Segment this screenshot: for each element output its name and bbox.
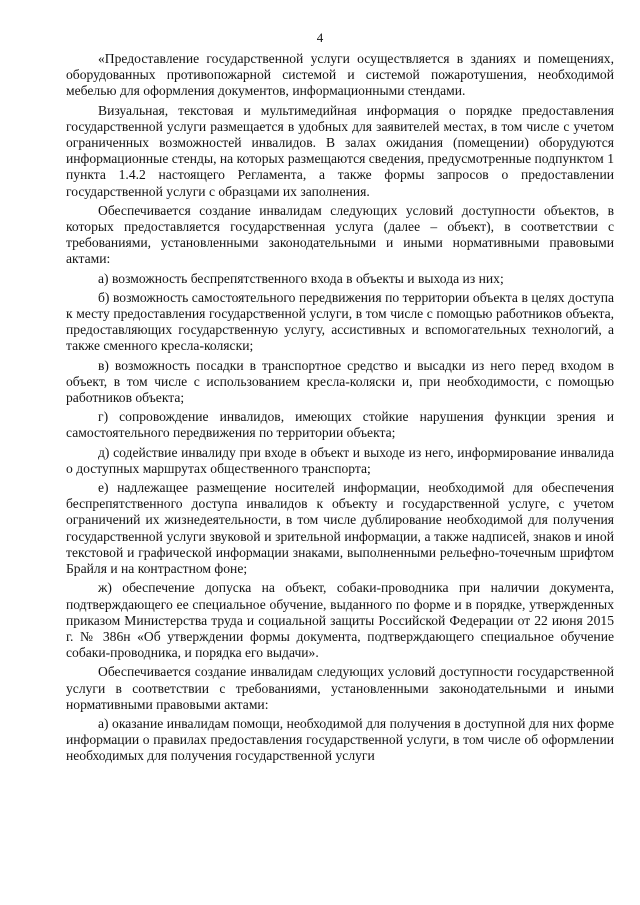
list-item-d: д) содействие инвалиду при входе в объект и выходе из него, информирование инвалида о доступных маршрутах общественного транспорта; <box>66 444 614 476</box>
paragraph-accessibility-service: Обеспечивается создание инвалидам следующих условий доступности государственной услуги в соответствии с требованиями, установленными законодательными и иными нормативными правовыми актами: <box>66 664 614 712</box>
list-item-zh: ж) обеспечение допуска на объект, собаки-проводника при наличии документа, подтверждающего ее специальное обучение, выданного по форме и в порядке, утвержденных приказом Министерства труда и социальной защиты Российской Федерации от 22 июня 2015 г. № 386н «Об утверждении формы документа, подтверждающего специальное обучение собаки-проводника, и порядка его выдачи». <box>66 580 614 661</box>
document-body <box>66 51 614 768</box>
paragraph-premises: «Предоставление государственной услуги осуществляется в зданиях и помещениях, оборудованных противопожарной системой и системой пожаротушения, необходимой мебелью для оформления документов, информационными стендами. <box>66 51 614 99</box>
paragraph-information: Визуальная, текстовая и мультимедийная информация о порядке предоставления государственной услуги размещается в удобных для заявителей местах, в том числе с учетом ограниченных возможностей инвалидов. В залах ожидания (помещении) оборудуются информационные стенды, на которых размещаются сведения, предусмотренные подпунктом 1 пункта 1.4.2 настоящего Регламента, а также формы запросов о предоставлении государственной услуги с образцами их заполнения. <box>66 102 614 199</box>
list-item-e: е) надлежащее размещение носителей информации, необходимой для обеспечения беспрепятственного доступа инвалидов к объекту и государственной услуге, с учетом ограничений их жизнедеятельности, в том числе дублирование необходимой для получения государственной услуги звуковой и зрительной информации, а также надписей, знаков и иной текстовой и графической информации знаками, выполненными рельефно-точечным шрифтом Брайля и на контрастном фоне; <box>66 480 614 577</box>
list-item-b: б) возможность самостоятельного передвижения по территории объекта в целях доступа к месту предоставления государственной услуги, в том числе с помощью работников объекта, предоставляющих государственную услугу, ассистивных и вспомогательных технологий, а также сменного кресла-коляски; <box>66 289 614 354</box>
page-number: 4 <box>316 30 324 45</box>
paragraph-accessibility-objects: Обеспечивается создание инвалидам следующих условий доступности объектов, в которых предоставляется государственная услуга (далее – объект), в соответствии с требованиями, установленными законодательными и иными нормативными правовыми актами: <box>66 202 614 267</box>
list-item-v: в) возможность посадки в транспортное средство и высадки из него перед входом в объект, в том числе с использованием кресла-коляски и, при необходимости, с помощью работников объекта; <box>66 357 614 406</box>
list-item-g: г) сопровождение инвалидов, имеющих стойкие нарушения функции зрения и самостоятельного передвижения по территории объекта; <box>66 409 614 441</box>
list-item-a-service: а) оказание инвалидам помощи, необходимой для получения в доступной для них форме информации о правилах предоставления государственной услуги, в том числе об оформлении необходимых для получения государственной услуги <box>66 715 614 764</box>
list-item-a: а) возможность беспрепятственного входа в объекты и выхода из них; <box>98 270 504 286</box>
